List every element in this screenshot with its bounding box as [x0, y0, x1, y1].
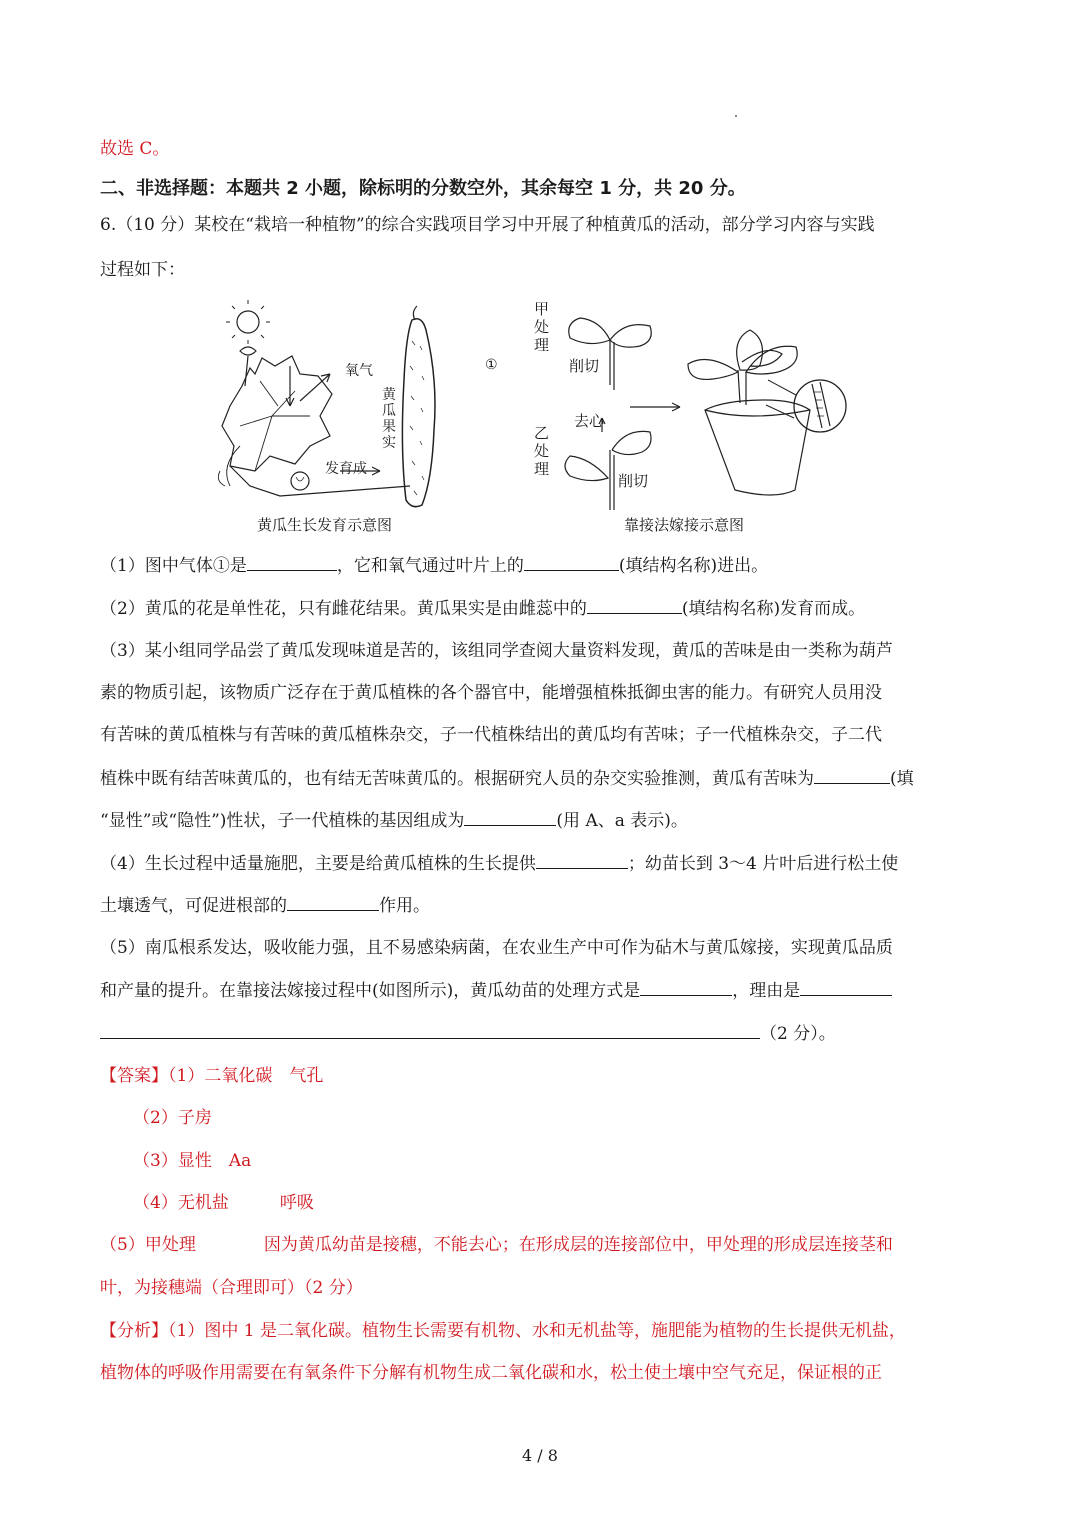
question-intro-line1: 6.（10 分）某校在“栽培一种植物”的综合实践项目学习中开展了种植黄瓜的活动，部分学习内容与实践	[100, 215, 875, 235]
subquestion-1: （1）图中气体①是 ，它和氧气通过叶片上的 (填结构名称)进出。	[100, 552, 985, 579]
answer-3: （3）显性 Aa	[133, 1151, 252, 1171]
answer-blank[interactable]	[587, 595, 682, 614]
label-cucumber-fruit: 黄瓜果实	[382, 387, 396, 451]
answer-blank[interactable]	[814, 765, 890, 784]
subquestion-3-line2: 素的物质引起，该物质广泛存在于黄瓜植株的各个器官中，能增强植株抵御虫害的能力。有研究人员用没	[100, 683, 882, 703]
answer-blank[interactable]	[800, 977, 892, 996]
sun-icon	[237, 311, 259, 333]
label-oxygen: 氧气	[345, 363, 373, 379]
label-treatment-yi: 乙处理	[534, 424, 550, 478]
answer-blank[interactable]	[536, 850, 628, 869]
answer-blank[interactable]	[640, 977, 732, 996]
subquestion-4-line1: （4）生长过程中适量施肥，主要是给黄瓜植株的生长提供 ；幼苗长到 3～4 片叶后进行松土使	[100, 850, 985, 877]
answer-4: （4）无机盐 呼吸	[133, 1193, 314, 1213]
label-cut-2: 削切	[618, 472, 649, 490]
speck	[735, 115, 737, 117]
answer-2: （2）子房	[133, 1108, 212, 1128]
cucumber-growth-figure	[200, 296, 440, 516]
label-circle-1: ①	[485, 357, 498, 373]
answer-blank[interactable]	[464, 807, 556, 826]
choice-conclusion: 故选 C。	[100, 139, 170, 159]
label-develop: 发育成	[325, 461, 367, 477]
label-cut-1: 削切	[569, 357, 600, 375]
grafting-figure	[530, 300, 860, 510]
answer-blank[interactable]	[100, 1020, 760, 1039]
subquestion-3-line5: “显性”或“隐性”)性状，子一代植株的基因组成为 (用 A、a 表示)。	[100, 807, 985, 834]
answer-5-line2: 叶，为接穗端（合理即可）（2 分）	[100, 1278, 363, 1298]
label-remove-core: 去心	[574, 412, 605, 430]
subquestion-3-line1: （3）某小组同学品尝了黄瓜发现味道是苦的，该组同学查阅大量资料发现，黄瓜的苦味是由一类称为葫芦	[100, 641, 893, 661]
figure1-caption: 黄瓜生长发育示意图	[257, 516, 393, 534]
analysis-line1: 【分析】（1）图中 1 是二氧化碳。植物生长需要有机物、水和无机盐等，施肥能为植物的生长提供无机盐，	[100, 1321, 906, 1341]
subquestion-4-line2: 土壤透气，可促进根部的 作用。	[100, 892, 985, 919]
analysis-line2: 植物体的呼吸作用需要在有氧条件下分解有机物生成二氧化碳和水，松土使土壤中空气充足，保证根的正	[100, 1363, 882, 1383]
figure2-caption: 靠接法嫁接示意图	[624, 516, 745, 534]
subquestion-3-line4: 植株中既有结苦味黄瓜的，也有结无苦味黄瓜的。根据研究人员的杂交实验推测，黄瓜有苦味为 (填	[100, 765, 985, 792]
answer-heading-line: 【答案】（1）二氧化碳 气孔	[100, 1066, 324, 1086]
subquestion-2: （2）黄瓜的花是单性花，只有雌花结果。黄瓜果实是由雌蕊中的 (填结构名称)发育而成。	[100, 595, 985, 622]
subquestion-5-line2: 和产量的提升。在靠接法嫁接过程中(如图所示)，黄瓜幼苗的处理方式是 ，理由是	[100, 977, 985, 1004]
answer-blank[interactable]	[524, 552, 619, 571]
subquestion-3-line3: 有苦味的黄瓜植株与有苦味的黄瓜植株杂交，子一代植株结出的黄瓜均有苦味；子一代植株杂交，子二代	[100, 725, 882, 745]
label-treatment-jia: 甲处理	[534, 300, 550, 354]
answer-5-line1: （5）甲处理 因为黄瓜幼苗是接穗，不能去心；在形成层的连接部位中，甲处理的形成层连接茎和	[100, 1235, 893, 1255]
subquestion-5-line3: （2 分）。	[100, 1020, 985, 1047]
question-intro-line2: 过程如下：	[100, 260, 185, 280]
section-heading: 二、非选择题：本题共 2 小题，除标明的分数空外，其余每空 1 分，共 20 分。	[100, 178, 746, 199]
page-number: 4 / 8	[522, 1446, 558, 1465]
answer-blank[interactable]	[247, 552, 337, 571]
answer-blank[interactable]	[287, 892, 379, 911]
subquestion-5-line1: （5）南瓜根系发达，吸收能力强，且不易感染病菌，在农业生产中可作为砧木与黄瓜嫁接，实现黄瓜品质	[100, 938, 893, 958]
